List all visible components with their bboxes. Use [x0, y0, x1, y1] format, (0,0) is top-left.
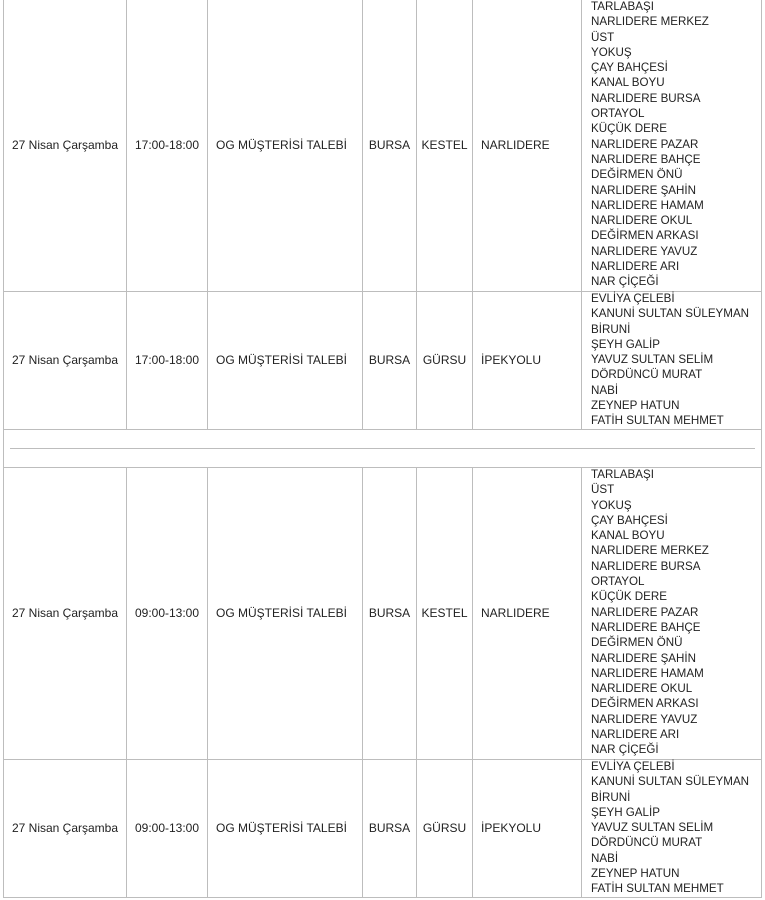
table-row — [3, 760, 762, 898]
time-cell: 09:00-13:00 — [127, 760, 208, 897]
street-list — [591, 467, 709, 758]
table-row — [3, 0, 762, 292]
date-cell: 27 Nisan Çarşamba — [4, 468, 127, 759]
time-cell: 09:00-13:00 — [127, 468, 208, 759]
street-name: NARLIDERE ARI — [591, 728, 680, 742]
street-name: EVLİYA ÇELEBİ — [591, 760, 675, 773]
type-cell: OG MÜŞTERİSİ TALEBİ — [208, 0, 363, 291]
street-name: DEĞİRMEN ÖNÜ — [591, 168, 683, 182]
street-name: YOKUŞ — [591, 45, 632, 59]
street-name: TARLABAŞI — [591, 0, 654, 13]
street-name: NARLIDERE YAVUZ — [591, 244, 698, 258]
street-name: KÜÇÜK DERE — [591, 122, 668, 136]
street-name: DEĞİRMEN ÖNÜ — [591, 636, 683, 650]
street-name: ORTAYOL — [591, 107, 645, 121]
streets-cell — [582, 468, 761, 759]
street-name: NARLIDERE ARI — [591, 260, 680, 274]
street-name: ÇAY BAHÇESİ — [591, 513, 668, 527]
street-name: NARLIDERE BAHÇE — [591, 152, 701, 166]
street-name: NARLIDERE BURSA — [591, 91, 701, 105]
neighborhood-cell: NARLIDERE — [473, 0, 582, 291]
street-name: DÖRDÜNCÜ MURAT — [591, 368, 703, 382]
street-name: NAR ÇİÇEĞİ — [591, 275, 659, 289]
street-name: ZEYNEP HATUN — [591, 867, 680, 881]
street-name: NAR ÇİÇEĞİ — [591, 743, 659, 757]
street-name: BİRUNİ — [591, 322, 631, 336]
type-cell: OG MÜŞTERİSİ TALEBİ — [208, 760, 363, 897]
outage-table — [3, 0, 762, 898]
outage-group-morning — [3, 468, 762, 898]
table-row — [3, 468, 762, 760]
time-cell: 17:00-18:00 — [127, 0, 208, 291]
street-name: KANUNİ SULTAN SÜLEYMAN — [591, 307, 750, 321]
city-cell: BURSA — [363, 468, 417, 759]
street-name: DEĞİRMEN ARKASI — [591, 697, 699, 711]
street-name: KÜÇÜK DERE — [591, 590, 668, 604]
date-cell: 27 Nisan Çarşamba — [4, 760, 127, 897]
district-cell: GÜRSU — [417, 760, 473, 897]
street-name: NABİ — [591, 851, 619, 865]
city-cell: BURSA — [363, 760, 417, 897]
street-name: NARLIDERE YAVUZ — [591, 712, 698, 726]
street-name: DÖRDÜNCÜ MURAT — [591, 836, 703, 850]
district-cell: KESTEL — [417, 468, 473, 759]
street-name: NARLIDERE OKUL — [591, 682, 693, 696]
street-list — [591, 759, 749, 897]
time-cell: 17:00-18:00 — [127, 292, 208, 429]
street-name: ŞEYH GALİP — [591, 805, 660, 819]
street-name: KANAL BOYU — [591, 529, 665, 543]
street-name: YAVUZ SULTAN SELİM — [591, 821, 714, 835]
street-list — [591, 0, 709, 290]
neighborhood-cell: NARLIDERE — [473, 468, 582, 759]
street-name: NARLIDERE HAMAM — [591, 198, 704, 212]
table-row — [3, 292, 762, 430]
type-cell: OG MÜŞTERİSİ TALEBİ — [208, 468, 363, 759]
neighborhood-cell: İPEKYOLU — [473, 760, 582, 897]
street-name: ÇAY BAHÇESİ — [591, 61, 668, 75]
street-name: FATİH SULTAN MEHMET — [591, 882, 724, 896]
street-name: ÜST — [591, 483, 615, 497]
district-cell: KESTEL — [417, 0, 473, 291]
street-name: DEĞİRMEN ARKASI — [591, 229, 699, 243]
street-name: ZEYNEP HATUN — [591, 399, 680, 413]
separator-rule — [10, 448, 755, 449]
street-name: NARLIDERE OKUL — [591, 214, 693, 228]
street-name: NARLIDERE BURSA — [591, 559, 701, 573]
date-cell: 27 Nisan Çarşamba — [4, 0, 127, 291]
street-name: FATİH SULTAN MEHMET — [591, 414, 724, 428]
street-name: ORTAYOL — [591, 575, 645, 589]
street-name: BİRUNİ — [591, 790, 631, 804]
street-name: ŞEYH GALİP — [591, 337, 660, 351]
street-list — [591, 291, 749, 429]
city-cell: BURSA — [363, 292, 417, 429]
street-name: NARLIDERE HAMAM — [591, 666, 704, 680]
streets-cell — [582, 292, 761, 429]
street-name: NARLIDERE PAZAR — [591, 605, 699, 619]
street-name: KANUNİ SULTAN SÜLEYMAN — [591, 775, 750, 789]
street-name: EVLİYA ÇELEBİ — [591, 292, 675, 305]
street-name: NARLIDERE ŞAHİN — [591, 651, 697, 665]
table-separator — [3, 430, 762, 468]
date-cell: 27 Nisan Çarşamba — [4, 292, 127, 429]
city-cell: BURSA — [363, 0, 417, 291]
street-name: NARLIDERE ŞAHİN — [591, 183, 697, 197]
street-name: NABİ — [591, 383, 619, 397]
street-name: KANAL BOYU — [591, 76, 665, 90]
streets-cell — [582, 0, 761, 291]
district-cell: GÜRSU — [417, 292, 473, 429]
street-name: YAVUZ SULTAN SELİM — [591, 353, 714, 367]
outage-group-afternoon — [3, 0, 762, 430]
neighborhood-cell: İPEKYOLU — [473, 292, 582, 429]
type-cell: OG MÜŞTERİSİ TALEBİ — [208, 292, 363, 429]
street-name: NARLIDERE PAZAR — [591, 137, 699, 151]
streets-cell — [582, 760, 761, 897]
street-name: NARLIDERE BAHÇE — [591, 620, 701, 634]
street-name: NARLIDERE MERKEZ — [591, 15, 709, 29]
street-name: NARLIDERE MERKEZ — [591, 544, 709, 558]
street-name: TARLABAŞI — [591, 468, 654, 481]
street-name: YOKUŞ — [591, 498, 632, 512]
street-name: ÜST — [591, 30, 615, 44]
